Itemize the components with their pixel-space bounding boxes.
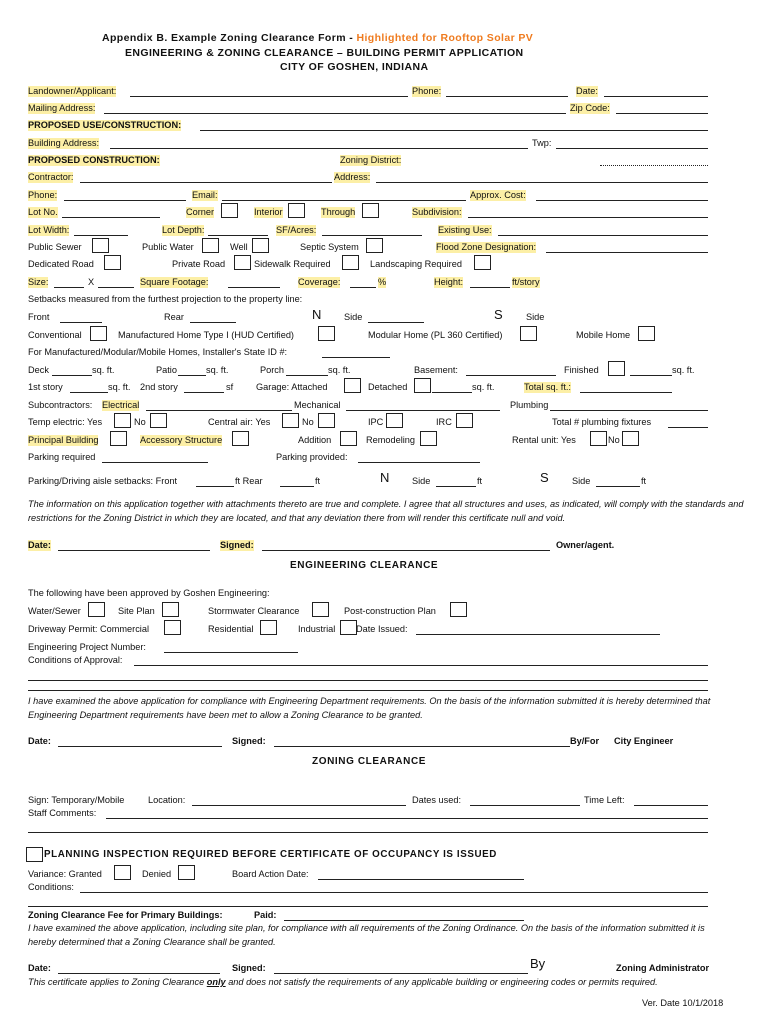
email-label: Email: bbox=[192, 190, 218, 200]
irc-checkbox[interactable] bbox=[456, 413, 473, 428]
rear-label: Rear bbox=[164, 312, 184, 322]
staff-comments-field[interactable] bbox=[106, 818, 708, 819]
porch-field[interactable] bbox=[286, 375, 328, 376]
rental-no-checkbox[interactable] bbox=[622, 431, 639, 446]
rental-unit-label: Rental unit: Yes bbox=[512, 435, 576, 445]
rental-yes-checkbox[interactable] bbox=[590, 431, 607, 446]
irc-label: IRC bbox=[436, 417, 452, 427]
temp-electric-yes-checkbox[interactable] bbox=[114, 413, 131, 428]
eng-date-label: Date: bbox=[28, 736, 51, 746]
temp-electric-no-checkbox[interactable] bbox=[150, 413, 167, 428]
paid-label: Paid: bbox=[254, 910, 277, 920]
by-for-label: By/For bbox=[570, 736, 600, 746]
conditions-approval-line2[interactable] bbox=[28, 680, 708, 681]
setbacks-label: Setbacks measured from the furthest projection to the property line: bbox=[28, 294, 303, 304]
eng-date-field[interactable] bbox=[58, 746, 222, 747]
water-sewer-label: Water/Sewer bbox=[28, 606, 81, 616]
garage-sqft: sq. ft. bbox=[472, 382, 495, 392]
owner-agent-label: Owner/agent. bbox=[556, 540, 615, 550]
porch-label: Porch bbox=[260, 365, 285, 375]
lot-depth-label: Lot Depth: bbox=[162, 225, 205, 235]
mailing-label: Mailing Address: bbox=[28, 103, 96, 113]
planning-checkbox[interactable] bbox=[26, 847, 43, 862]
detached-label: Detached bbox=[368, 382, 408, 392]
location-label: Location: bbox=[148, 795, 186, 805]
contractor-phone-field[interactable] bbox=[64, 200, 186, 201]
deck-label: Deck bbox=[28, 365, 49, 375]
form-title bbox=[102, 33, 533, 44]
modular-checkbox[interactable] bbox=[520, 326, 537, 341]
form-subtitle: ENGINEERING & ZONING CLEARANCE – BUILDING PERMIT APPLICATION bbox=[125, 47, 524, 59]
mechanical-label: Mechanical bbox=[294, 400, 341, 410]
finished-checkbox[interactable] bbox=[608, 361, 625, 376]
septic-checkbox[interactable] bbox=[366, 238, 383, 253]
zip-field[interactable] bbox=[616, 113, 708, 114]
plumbing-field[interactable] bbox=[550, 410, 708, 411]
phone-field[interactable] bbox=[446, 96, 568, 97]
engineering-clearance-heading: ENGINEERING CLEARANCE bbox=[290, 560, 439, 571]
parking-aisle-label: Parking/Driving aisle setbacks: Front bbox=[28, 476, 178, 486]
public-sewer-label: Public Sewer bbox=[28, 242, 82, 252]
contractor-phone-label: Phone: bbox=[28, 190, 58, 200]
zoning-date-label: Date: bbox=[28, 963, 51, 973]
aisle-north-marker: N bbox=[380, 470, 390, 485]
aisle-side-s-field[interactable] bbox=[596, 486, 640, 487]
side-n-label: Side bbox=[344, 312, 363, 322]
lot-width-field[interactable] bbox=[74, 235, 128, 236]
existing-use-label: Existing Use: bbox=[438, 225, 492, 235]
zoning-clearance-heading: ZONING CLEARANCE bbox=[312, 756, 427, 767]
first-story-label: 1st story bbox=[28, 382, 63, 392]
central-air-no-label: No bbox=[302, 417, 314, 427]
twp-label: Twp: bbox=[532, 138, 552, 148]
conventional-checkbox[interactable] bbox=[90, 326, 107, 341]
city-engineer-label: City Engineer bbox=[614, 736, 674, 746]
mobile-label: Mobile Home bbox=[576, 330, 631, 340]
first-story-field[interactable] bbox=[70, 392, 108, 393]
time-left-label: Time Left: bbox=[584, 795, 625, 805]
conditions-label: Conditions: bbox=[28, 882, 74, 892]
staff-comments-line2[interactable] bbox=[28, 832, 708, 833]
front-label: Front bbox=[28, 312, 50, 322]
first-story-sqft: sq. ft. bbox=[108, 382, 131, 392]
electrical-label: Electrical bbox=[102, 400, 140, 410]
applicant-statement: The information on this application together with attachments thereto are true and complete. I agree that all structures and uses, as indicated, will comply with the standards and restrictions for the Zoning District in which they are located, and that any deviation there from will render this certificate null and void. bbox=[28, 499, 744, 523]
conditions-field[interactable] bbox=[80, 892, 708, 893]
aisle-side-s-ft: ft bbox=[641, 476, 647, 486]
accessory-structure-label: Accessory Structure bbox=[140, 435, 223, 445]
date-issued-field[interactable] bbox=[416, 634, 660, 635]
garage-label: Garage: Attached bbox=[256, 382, 328, 392]
total-sqft-field[interactable] bbox=[580, 392, 672, 393]
through-label: Through bbox=[321, 207, 356, 217]
private-road-label: Private Road bbox=[172, 259, 226, 269]
square-footage-label: Square Footage: bbox=[140, 277, 209, 287]
deck-field[interactable] bbox=[52, 375, 92, 376]
proposed-use-label: PROPOSED USE/CONSTRUCTION: bbox=[28, 120, 182, 130]
form-city: CITY OF GOSHEN, INDIANA bbox=[280, 61, 429, 73]
board-action-label: Board Action Date: bbox=[232, 869, 309, 879]
sf-acres-field[interactable] bbox=[322, 235, 422, 236]
sf-acres-label: SF/Acres: bbox=[276, 225, 317, 235]
coverage-field[interactable] bbox=[350, 287, 376, 288]
lot-depth-field[interactable] bbox=[208, 235, 268, 236]
zoning-district-label: Zoning District: bbox=[340, 155, 402, 165]
conventional-label: Conventional bbox=[28, 330, 82, 340]
flood-label: Flood Zone Designation: bbox=[436, 242, 537, 252]
aisle-side-n-field[interactable] bbox=[436, 486, 476, 487]
industrial-label: Industrial bbox=[298, 624, 336, 634]
parking-required-field[interactable] bbox=[102, 462, 208, 463]
remodeling-label: Remodeling bbox=[366, 435, 416, 445]
patio-sqft: sq. ft. bbox=[206, 365, 229, 375]
zoning-signed-label: Signed: bbox=[232, 963, 266, 973]
ipc-label: IPC bbox=[368, 417, 384, 427]
landscaping-checkbox[interactable] bbox=[474, 255, 491, 270]
well-checkbox[interactable] bbox=[252, 238, 269, 253]
through-checkbox[interactable] bbox=[362, 203, 379, 218]
post-construction-label: Post-construction Plan bbox=[344, 606, 436, 616]
eng-signed-label: Signed: bbox=[232, 736, 266, 746]
ft-story-label: ft/story bbox=[512, 277, 540, 287]
addition-checkbox[interactable] bbox=[340, 431, 357, 446]
sidewalk-checkbox[interactable] bbox=[342, 255, 359, 270]
installer-label: For Manufactured/Modular/Mobile Homes, Installer's State ID #: bbox=[28, 347, 288, 357]
site-plan-label: Site Plan bbox=[118, 606, 155, 616]
planning-heading: PLANNING INSPECTION REQUIRED BEFORE CERTIFICATE OF OCCUPANCY IS ISSUED bbox=[44, 849, 497, 860]
aisle-south-marker: S bbox=[540, 470, 549, 485]
title-highlight: Highlighted for Rooftop Solar PV bbox=[356, 32, 534, 44]
principal-building-label: Principal Building bbox=[28, 435, 99, 445]
approx-cost-label: Approx. Cost: bbox=[470, 190, 526, 200]
building-address-field[interactable] bbox=[110, 148, 528, 149]
accessory-structure-checkbox[interactable] bbox=[232, 431, 249, 446]
aisle-front-field[interactable] bbox=[196, 486, 234, 487]
landscaping-label: Landscaping Required bbox=[370, 259, 462, 269]
contractor-field[interactable] bbox=[80, 182, 332, 183]
zoning-signed-field[interactable] bbox=[274, 973, 528, 974]
mfg-home-label: Manufactured Home Type I (HUD Certified) bbox=[118, 330, 294, 340]
dedicated-road-checkbox[interactable] bbox=[104, 255, 121, 270]
rental-no-label: No bbox=[608, 435, 620, 445]
height-label: Height: bbox=[434, 277, 464, 287]
plumbing-label: Plumbing bbox=[510, 400, 549, 410]
location-field[interactable] bbox=[192, 805, 406, 806]
proposed-construction-label: PROPOSED CONSTRUCTION: bbox=[28, 155, 160, 165]
basement-label: Basement: bbox=[414, 365, 458, 375]
landowner-field[interactable] bbox=[130, 96, 408, 97]
twp-field[interactable] bbox=[556, 148, 708, 149]
flood-field[interactable] bbox=[546, 252, 708, 253]
patio-field[interactable] bbox=[178, 375, 206, 376]
mobile-checkbox[interactable] bbox=[638, 326, 655, 341]
subdivision-label: Subdivision: bbox=[412, 207, 462, 217]
zoning-statement: I have examined the above application, including site plan, for compliance with all requirements of the Zoning Ordinance. On the basis of the information submitted it is hereby determined that a Zoning Clearance shall be granted. bbox=[28, 923, 705, 947]
lot-width-label: Lot Width: bbox=[28, 225, 70, 235]
garage-sqft-field[interactable] bbox=[432, 392, 472, 393]
parking-required-label: Parking required bbox=[28, 452, 96, 462]
septic-label: Septic System bbox=[300, 242, 359, 252]
parking-provided-label: Parking provided: bbox=[276, 452, 348, 462]
eng-signed-field[interactable] bbox=[274, 746, 570, 747]
second-story-field[interactable] bbox=[184, 392, 224, 393]
temp-electric-label: Temp electric: Yes bbox=[28, 417, 103, 427]
driveway-label: Driveway Permit: Commercial bbox=[28, 624, 149, 634]
approved-by-label: The following have been approved by Goshen Engineering: bbox=[28, 588, 270, 598]
version-date: Ver. Date 10/1/2018 bbox=[642, 998, 724, 1008]
aisle-rear-label: ft Rear bbox=[235, 476, 263, 486]
installer-field[interactable] bbox=[322, 357, 390, 358]
eng-project-field[interactable] bbox=[164, 652, 298, 653]
detached-checkbox[interactable] bbox=[414, 378, 431, 393]
date-field[interactable] bbox=[604, 96, 708, 97]
aisle-rear-field[interactable] bbox=[280, 486, 314, 487]
dedicated-road-label: Dedicated Road bbox=[28, 259, 94, 269]
central-air-no-checkbox[interactable] bbox=[318, 413, 335, 428]
modular-label: Modular Home (PL 360 Certified) bbox=[368, 330, 503, 340]
eng-project-label: Engineering Project Number: bbox=[28, 642, 146, 652]
height-field[interactable] bbox=[470, 287, 510, 288]
rear-field[interactable] bbox=[190, 322, 236, 323]
sidewalk-label: Sidewalk Required bbox=[254, 259, 331, 269]
residential-label: Residential bbox=[208, 624, 254, 634]
date-label: Date: bbox=[576, 86, 598, 96]
denied-label: Denied bbox=[142, 869, 172, 879]
corner-label: Corner bbox=[186, 207, 215, 217]
lot-no-label: Lot No. bbox=[28, 207, 58, 217]
fee-label: Zoning Clearance Fee for Primary Buildings: bbox=[28, 910, 223, 920]
existing-use-field[interactable] bbox=[498, 235, 708, 236]
zoning-admin-label: Zoning Administrator bbox=[616, 963, 710, 973]
post-construction-checkbox[interactable] bbox=[450, 602, 467, 617]
aisle-rear-ft: ft bbox=[315, 476, 321, 486]
time-left-field[interactable] bbox=[634, 805, 708, 806]
ipc-checkbox[interactable] bbox=[386, 413, 403, 428]
well-label: Well bbox=[230, 242, 248, 252]
subdivision-field[interactable] bbox=[468, 217, 708, 218]
second-story-sf: sf bbox=[226, 382, 234, 392]
mfg-home-checkbox[interactable] bbox=[318, 326, 335, 341]
finished-label: Finished bbox=[564, 365, 599, 375]
stormwater-checkbox[interactable] bbox=[312, 602, 329, 617]
title-text: Appendix B. Example Zoning Clearance Form - bbox=[102, 32, 357, 44]
address-field[interactable] bbox=[376, 182, 708, 183]
interior-label: Interior bbox=[254, 207, 283, 217]
square-footage-field[interactable] bbox=[228, 287, 280, 288]
total-sqft-label: Total sq. ft.: bbox=[524, 382, 571, 392]
email-field[interactable] bbox=[222, 200, 466, 201]
central-air-yes-checkbox[interactable] bbox=[282, 413, 299, 428]
variance-denied-checkbox[interactable] bbox=[178, 865, 195, 880]
second-story-label: 2nd story bbox=[140, 382, 178, 392]
total-plumbing-field[interactable] bbox=[668, 427, 708, 428]
aisle-side-n-label: Side bbox=[412, 476, 431, 486]
driveway-commercial-checkbox[interactable] bbox=[164, 620, 181, 635]
subcontractors-label: Subcontractors: bbox=[28, 400, 93, 410]
total-plumbing-label: Total # plumbing fixtures bbox=[552, 417, 652, 427]
certificate-note: This certificate applies to Zoning Clearance only and does not satisfy the requirements of any applicable building or engineering codes or permits required. bbox=[28, 977, 658, 987]
addition-label: Addition bbox=[298, 435, 332, 445]
landowner-label: Landowner/Applicant: bbox=[28, 86, 117, 96]
aisle-side-s-label: Side bbox=[572, 476, 591, 486]
dates-used-field[interactable] bbox=[470, 805, 580, 806]
mechanical-field[interactable] bbox=[346, 410, 500, 411]
size-width-field[interactable] bbox=[54, 287, 84, 288]
size-label: Size: bbox=[28, 277, 49, 287]
proposed-use-field[interactable] bbox=[200, 130, 708, 131]
signed-b-field[interactable] bbox=[262, 550, 550, 551]
phone-label: Phone: bbox=[412, 86, 442, 96]
private-road-checkbox[interactable] bbox=[234, 255, 251, 270]
stormwater-label: Stormwater Clearance bbox=[208, 606, 300, 616]
zoning-date-field[interactable] bbox=[58, 973, 220, 974]
patio-label: Patio bbox=[156, 365, 177, 375]
public-sewer-checkbox[interactable] bbox=[92, 238, 109, 253]
side-n-field[interactable] bbox=[368, 322, 424, 323]
industrial-checkbox[interactable] bbox=[340, 620, 357, 635]
porch-sqft: sq. ft. bbox=[328, 365, 351, 375]
central-air-label: Central air: Yes bbox=[208, 417, 271, 427]
conditions-approval-label: Conditions of Approval: bbox=[28, 655, 123, 665]
size-x: X bbox=[88, 277, 95, 287]
north-marker: N bbox=[312, 307, 322, 322]
conditions-approval-line3[interactable] bbox=[28, 690, 708, 691]
deck-sqft: sq. ft. bbox=[92, 365, 115, 375]
by-label: By bbox=[530, 956, 546, 971]
conditions-approval-field[interactable] bbox=[134, 665, 708, 666]
variance-label: Variance: Granted bbox=[28, 869, 102, 879]
finished-sqft-field[interactable] bbox=[630, 375, 672, 376]
finished-sqft: sq. ft. bbox=[672, 365, 695, 375]
date-b-field[interactable] bbox=[58, 550, 210, 551]
dates-used-label: Dates used: bbox=[412, 795, 462, 805]
corner-checkbox[interactable] bbox=[221, 203, 238, 218]
principal-building-checkbox[interactable] bbox=[110, 431, 127, 446]
variance-granted-checkbox[interactable] bbox=[114, 865, 131, 880]
coverage-label: Coverage: bbox=[298, 277, 341, 287]
engineering-statement: I have examined the above application for compliance with Engineering Department requirements. On the basis of the information submitted it is hereby determined that Engineering Department requirements have been met to allow a Zoning Clearance to be granted. bbox=[28, 696, 711, 720]
date-issued-label: Date Issued: bbox=[356, 624, 408, 634]
public-water-checkbox[interactable] bbox=[202, 238, 219, 253]
temp-electric-no-label: No bbox=[134, 417, 146, 427]
remodeling-checkbox[interactable] bbox=[420, 431, 437, 446]
water-sewer-checkbox[interactable] bbox=[88, 602, 105, 617]
board-action-field[interactable] bbox=[318, 879, 524, 880]
zip-label: Zip Code: bbox=[570, 103, 610, 113]
contractor-label: Contractor: bbox=[28, 172, 74, 182]
mailing-field[interactable] bbox=[104, 113, 566, 114]
building-address-label: Building Address: bbox=[28, 138, 99, 148]
approx-cost-field[interactable] bbox=[536, 200, 708, 201]
zoning-district-field[interactable] bbox=[600, 165, 708, 166]
basement-field[interactable] bbox=[466, 375, 556, 376]
aisle-side-n-ft: ft bbox=[477, 476, 483, 486]
interior-checkbox[interactable] bbox=[288, 203, 305, 218]
lot-no-field[interactable] bbox=[62, 217, 160, 218]
staff-comments-label: Staff Comments: bbox=[28, 808, 97, 818]
residential-checkbox[interactable] bbox=[260, 620, 277, 635]
signed-b-label: Signed: bbox=[220, 540, 254, 550]
attached-checkbox[interactable] bbox=[344, 378, 361, 393]
size-length-field[interactable] bbox=[98, 287, 134, 288]
front-field[interactable] bbox=[60, 322, 102, 323]
south-marker: S bbox=[494, 307, 503, 322]
coverage-pct: % bbox=[378, 277, 387, 287]
side-s-label: Side bbox=[526, 312, 545, 322]
sign-label: Sign: Temporary/Mobile bbox=[28, 795, 125, 805]
electrical-field[interactable] bbox=[146, 410, 292, 411]
public-water-label: Public Water bbox=[142, 242, 194, 252]
conditions-line2[interactable] bbox=[28, 906, 708, 907]
site-plan-checkbox[interactable] bbox=[162, 602, 179, 617]
parking-provided-field[interactable] bbox=[358, 462, 480, 463]
date-b-label: Date: bbox=[28, 540, 51, 550]
address-label: Address: bbox=[334, 172, 371, 182]
